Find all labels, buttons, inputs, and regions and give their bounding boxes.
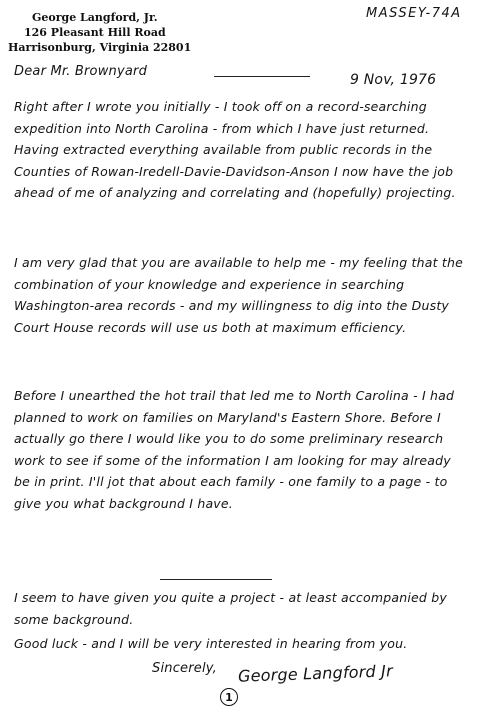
divider-line — [214, 76, 310, 77]
letterhead-city: Harrisonburg, Virginia 22801 — [8, 41, 192, 54]
letterhead-name: George Langford, Jr. — [32, 11, 158, 24]
letter-date: 9 Nov, 1976 — [350, 72, 437, 88]
salutation: Dear Mr. Brownyard — [14, 64, 148, 79]
letterhead — [8, 10, 208, 55]
paragraph-1: Right after I wrote you initially - I took off on a record-searching expedition into North Carolina - from which I have just returned. Having extracted everything available from public records in the Counties of Rowan-Iredell-Davie-Davidson-Anson I now have the job ahead of me of analyzing and correlating and (hopefully) projecting. — [14, 99, 456, 200]
page-number: 1 — [220, 688, 238, 706]
signature: George Langford Jr — [237, 661, 394, 686]
paragraph-2: I am very glad that you are available to help me - my feeling that the combination of your knowledge and experience in searching Washington-area records - and my willingness to dig into the Dusty Court House records will use us both at maximum efficiency. — [14, 255, 464, 335]
paragraph-4: I seem to have given you quite a project - at least accompanied by some background. — [14, 590, 447, 627]
archive-mark: MASSEY-74A — [366, 6, 462, 21]
closing: Sincerely, — [152, 661, 218, 676]
divider-line — [160, 579, 272, 580]
letterhead-street: 126 Pleasant Hill Road — [24, 26, 166, 39]
paragraph-5: Good luck - and I will be very interested in hearing from you. — [14, 636, 408, 651]
paragraph-3: Before I unearthed the hot trail that led me to North Carolina - I had planned to work on families on Maryland's Eastern Shore. Before I actually go there I would like you to do some preliminary research work to see if some of the information I am looking for may already be in print. I'll jot that about each family - one family to a page - to give you what background I have. — [14, 388, 455, 511]
